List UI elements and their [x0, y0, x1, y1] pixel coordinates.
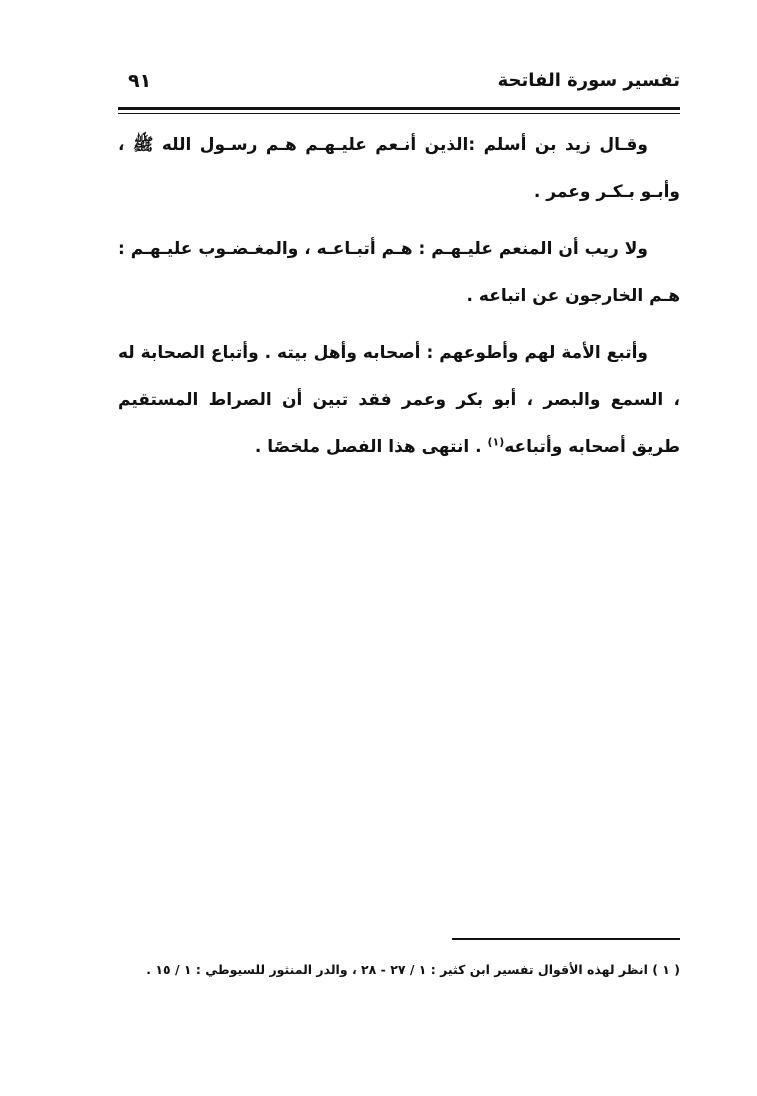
footnote: ( ١ ) انظر لهذه الأقوال تفسير ابن كثير : ١ / ٢٧ - ٢٨ ، والدر المنثور للسيوطي : ١ / ١٥ .	[146, 962, 680, 977]
paragraph-3-tail: . انتهى هذا الفصل ملخصًا .	[254, 437, 488, 457]
body-text	[118, 122, 680, 471]
paragraph-3-text: وأتبع الأمة لهم وأطوعهم : أصحابه وأهل بيته . وأتباع الصحابة له ، السمع والبصر ، أبو بكر وعمر فقد تبين أن الصراط المستقيم طريق أصحابه وأتباعه	[118, 343, 680, 457]
footnote-rule	[452, 938, 680, 940]
paragraph-3	[118, 330, 680, 471]
paragraph-2: ولا ريب أن المنعم عليـهـم : هـم أتبـاعـه ، والمغـضـوب عليـهـم : هـم الخارجون عن اتباعه .	[118, 239, 680, 306]
footnote-reference: (١)	[487, 435, 505, 449]
page-number: ٩١	[128, 70, 152, 92]
running-title: تفسير سورة الفاتحة	[497, 70, 680, 91]
header-rule-thin	[118, 113, 680, 114]
page-header	[118, 66, 680, 102]
paragraph-1: وقـال زيد بن أسلم :الذين أنـعم عليـهـم هـم رسـول الله ﷺ ، وأبـو بـكـر وعمر .	[118, 135, 680, 202]
header-rule	[118, 107, 680, 110]
